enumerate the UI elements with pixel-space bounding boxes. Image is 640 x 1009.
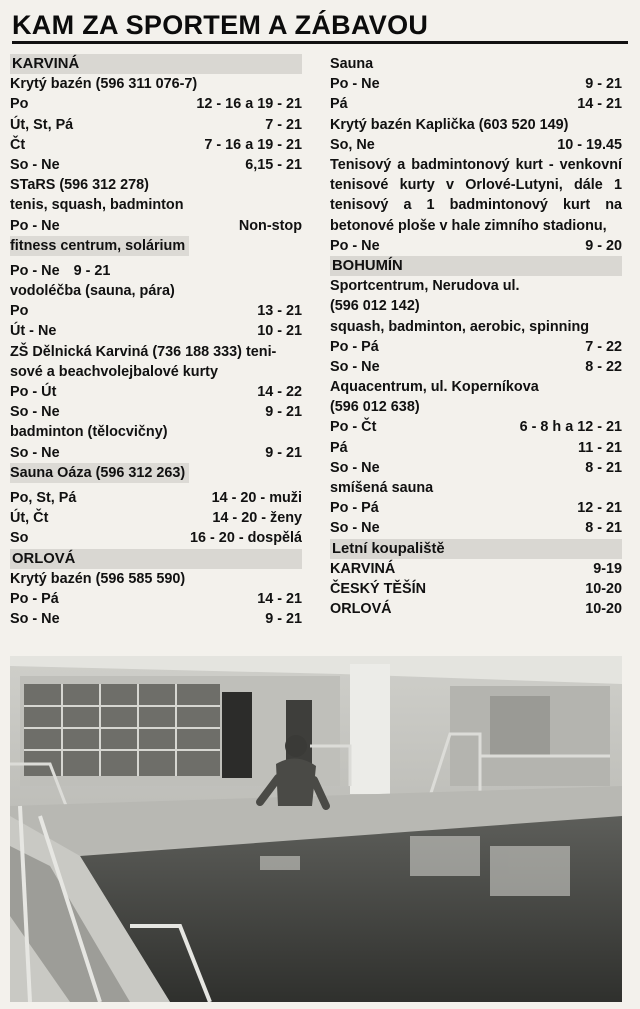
hours-value: 6 - 8 h a 12 - 21 — [519, 419, 622, 436]
day-label: Út - Ne — [10, 323, 57, 340]
venue-title: STaRS (596 312 278) — [10, 177, 149, 194]
hours-value: 7 - 21 — [265, 116, 302, 133]
venue-title: smíšená sauna — [330, 480, 434, 496]
day-label: Po — [10, 303, 29, 320]
schedule-row — [330, 357, 622, 377]
schedule-row — [330, 135, 622, 155]
hours-value: 10 - 21 — [257, 323, 302, 340]
venue-title: Sportcentrum, Nerudova ul. — [330, 278, 520, 295]
venue-title: Sauna — [330, 56, 374, 72]
schedule-row — [10, 589, 302, 609]
schedule-row — [10, 321, 302, 341]
schedule-row — [10, 609, 302, 629]
town-label: ČESKÝ TĚŠÍN — [330, 580, 426, 597]
tennis-description: Tenisový a badmintonový kurt - venkovní tenisové kurty v Orlové-Lutyni, dále 1 tenisový a 1 badmintonový kurt na betonové ploše v hale zimního stadionu, — [330, 156, 622, 234]
hours-value: 14 - 20 - muži — [211, 489, 302, 506]
indoor-pool-photo — [10, 656, 622, 1002]
hours-value: 12 - 16 a 19 - 21 — [196, 96, 302, 113]
day-label: Po - Ne — [330, 237, 380, 254]
hours-value: 7 - 22 — [585, 338, 622, 355]
hours-value: 14 - 22 — [257, 384, 302, 400]
day-label: So, Ne — [330, 136, 375, 153]
day-label: Po - Ne — [10, 217, 60, 234]
right-column — [330, 54, 622, 619]
hours-value: 16 - 20 - dospělá — [190, 530, 302, 547]
hours-value: 12 - 21 — [577, 500, 622, 517]
schedule-row — [10, 508, 302, 528]
venue-title: Krytý bazén (596 585 590) — [10, 570, 186, 587]
day-label: So - Ne — [10, 404, 60, 421]
day-label: Po - Pá — [10, 590, 59, 607]
schedule-row — [330, 579, 622, 599]
venue-title: badminton (tělocvičny) — [10, 424, 168, 441]
venue-title: Aquacentrum, ul. Koperníkova — [330, 379, 539, 396]
schedule-row — [330, 458, 622, 478]
schedule-row — [330, 74, 622, 94]
schedule-row — [330, 236, 622, 256]
schedule-row — [330, 599, 622, 619]
hours-value: 10 - 19.45 — [557, 136, 622, 153]
venue-title: Sauna Oáza (596 312 263) — [10, 463, 189, 483]
schedule-row — [10, 115, 302, 135]
hours-value: 14 - 21 — [577, 96, 622, 113]
left-column — [10, 54, 302, 629]
schedule-row — [330, 438, 622, 458]
day-label: Po - Pá — [330, 338, 379, 355]
hours-value: 9 - 21 — [265, 444, 302, 461]
schedule-row — [330, 94, 622, 114]
venue-title: vodoléčba (sauna, pára) — [10, 283, 175, 300]
hours-value: 8 - 22 — [585, 358, 622, 375]
schedule-row — [10, 135, 302, 155]
page-headline: KAM ZA SPORTEM A ZÁBAVOU — [12, 6, 628, 44]
venue-phone: (596 012 142) — [330, 298, 420, 315]
day-label: Út, St, Pá — [10, 116, 74, 133]
section-heading-karvina: KARVINÁ — [10, 54, 302, 74]
day-label: Po - Čt — [330, 419, 377, 436]
hours-value: 9 - 21 — [73, 262, 111, 279]
venue-title: Krytý bazén (596 311 076-7) — [10, 76, 198, 93]
day-label: Po - Út — [10, 384, 57, 400]
schedule-row — [10, 301, 302, 321]
schedule-row — [10, 488, 302, 508]
section-heading-bohumin: BOHUMÍN — [330, 256, 622, 276]
hours-value: 9 - 21 — [265, 404, 302, 421]
schedule-row — [10, 94, 302, 114]
hours-value: 9-19 — [593, 560, 622, 577]
hours-value: 11 - 21 — [577, 439, 622, 456]
hours-value: 8 - 21 — [585, 459, 622, 476]
venue-subtitle: tenis, squash, badminton — [10, 197, 184, 214]
schedule-row — [330, 337, 622, 357]
schedule-row — [10, 216, 302, 236]
day-label: So - Ne — [10, 444, 60, 461]
venue-title-continued: sové a beachvolejbalové kurty — [10, 363, 218, 380]
schedule-row — [330, 498, 622, 518]
day-label: So - Ne — [10, 156, 60, 173]
hours-value: Non-stop — [238, 217, 302, 234]
schedule-row — [10, 402, 302, 422]
venue-title: ZŠ Dělnická Karviná (736 188 333) teni- — [10, 343, 277, 360]
hours-value: 13 - 21 — [257, 303, 302, 320]
venue-subtitle: squash, badminton, aerobic, spinning — [330, 318, 590, 335]
hours-value: 10-20 — [585, 601, 622, 618]
schedule-row — [10, 443, 302, 463]
hours-value: 9 - 21 — [585, 76, 622, 93]
day-label: Po — [10, 96, 29, 113]
schedule-row — [330, 417, 622, 437]
venue-title: fitness centrum, solárium — [10, 236, 189, 256]
venue-title: Krytý bazén Kaplička (603 520 149) — [330, 116, 569, 133]
hours-value: 14 - 21 — [257, 590, 302, 607]
schedule-row — [10, 155, 302, 175]
day-label: Po, St, Pá — [10, 489, 77, 506]
town-label: ORLOVÁ — [330, 601, 392, 618]
schedule-row — [330, 559, 622, 579]
pool-photo-illustration — [10, 656, 622, 1002]
hours-value: 14 - 20 - ženy — [212, 510, 302, 527]
section-heading-orlova: ORLOVÁ — [10, 549, 302, 569]
day-label: Čt — [10, 136, 26, 153]
day-label: Út, Čt — [10, 510, 49, 527]
day-label: Po - Ne — [10, 262, 60, 279]
schedule-row — [10, 382, 302, 402]
hours-value: 7 - 16 a 19 - 21 — [204, 136, 302, 153]
day-label: So - Ne — [330, 459, 380, 476]
day-label: Pá — [330, 439, 348, 456]
schedule-row — [330, 518, 622, 538]
day-label: So — [10, 530, 29, 547]
hours-value: 10-20 — [585, 580, 622, 597]
day-label: Pá — [330, 96, 348, 113]
hours-value: 9 - 20 — [585, 237, 622, 254]
venue-phone: (596 012 638) — [330, 399, 420, 416]
day-label: So - Ne — [330, 520, 380, 537]
day-label: So - Ne — [330, 358, 380, 375]
day-label: Po - Ne — [330, 76, 380, 93]
day-label: So - Ne — [10, 611, 60, 628]
hours-value: 9 - 21 — [265, 611, 302, 628]
day-label: Po - Pá — [330, 500, 379, 517]
section-heading-summer-pools: Letní koupaliště — [330, 539, 622, 559]
schedule-row — [10, 528, 302, 548]
town-label: KARVINÁ — [330, 560, 396, 577]
hours-value: 6,15 - 21 — [245, 156, 302, 173]
hours-value: 8 - 21 — [585, 520, 622, 537]
schedule-row — [10, 261, 302, 281]
